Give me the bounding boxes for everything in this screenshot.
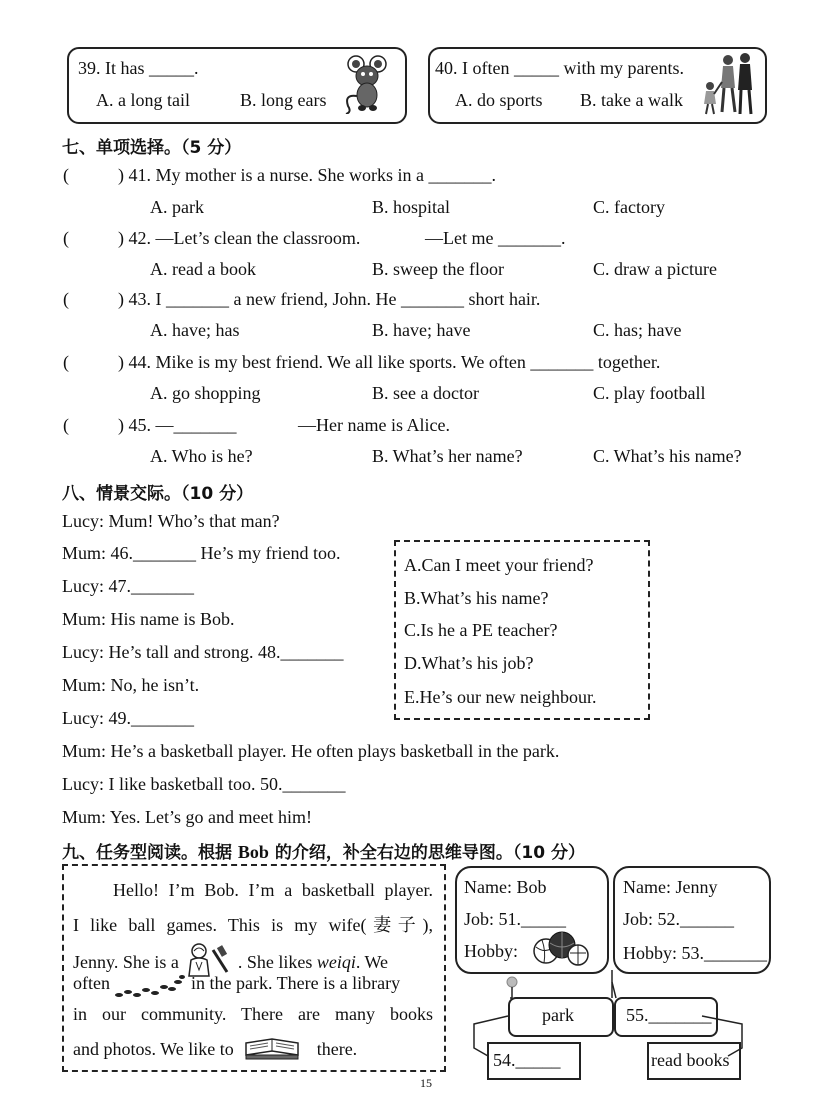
section9-title-b: 的介绍，补全右边的思维导图。（10 分） xyxy=(268,843,585,863)
q42-option-b: B. sweep the floor xyxy=(372,259,504,279)
q42-option-a: A. read a book xyxy=(150,259,256,279)
dialogue-line: Lucy: 49._______ xyxy=(62,708,194,728)
dialogue-line: Mum: He’s a basketball player. He often plays basketball in the park. xyxy=(62,741,560,761)
dialogue-line: Lucy: I like basketball too. 50._______ xyxy=(62,774,346,794)
q41-question: ) 41. My mother is a nurse. She works in a _______. xyxy=(118,165,496,185)
passage-6a: and photos. We like to xyxy=(73,1039,234,1059)
dialogue-line: Mum: 46._______ He’s my friend too. xyxy=(62,543,341,563)
passage-line-2: I like ball games. This is my wife(妻子), xyxy=(73,915,433,935)
answer-paren: ( xyxy=(63,352,69,372)
answer-paren: ( xyxy=(63,165,69,185)
q39-question: 39. It has _____. xyxy=(78,58,199,78)
passage-4a: often xyxy=(73,973,110,993)
q40-option-b: B. take a walk xyxy=(580,90,683,110)
jenny-hobby: Hobby: 53._______ xyxy=(623,943,767,963)
dialogue-line: Lucy: 47._______ xyxy=(62,576,194,596)
books-icon xyxy=(242,1035,302,1063)
q45-option-b: B. What’s her name? xyxy=(372,446,523,466)
mouse-illustration xyxy=(342,52,392,114)
q39-option-a: A. a long tail xyxy=(96,90,190,110)
read-books-label: read books xyxy=(651,1050,730,1070)
answer-paren: ( xyxy=(63,228,69,248)
q41-option-a: A. park xyxy=(150,197,204,217)
option-item: B.What’s his name? xyxy=(404,588,549,608)
q43-option-a: A. have; has xyxy=(150,320,240,340)
option-item: A.Can I meet your friend? xyxy=(404,555,594,575)
section9-title-bob: Bob xyxy=(237,842,269,862)
dialogue-line: Mum: No, he isn’t. xyxy=(62,675,200,695)
q45-option-a: A. Who is he? xyxy=(150,446,253,466)
option-item: D.What’s his job? xyxy=(404,653,534,673)
dialogue-line: Lucy: He’s tall and strong. 48._______ xyxy=(62,642,344,662)
q40-option-a: A. do sports xyxy=(455,90,543,110)
passage-line-5: in our community. There are many books xyxy=(73,1004,433,1024)
q44-option-c: C. play football xyxy=(593,383,706,403)
dialogue-line: Mum: His name is Bob. xyxy=(62,609,235,629)
q45-option-c: C. What’s his name? xyxy=(593,446,742,466)
q39-option-b: B. long ears xyxy=(240,90,327,110)
option-item: E.He’s our new neighbour. xyxy=(404,687,597,707)
section9-title-a: 九、任务型阅读。根据 xyxy=(62,843,238,863)
q41-option-b: B. hospital xyxy=(372,197,451,217)
q43-option-b: B. have; have xyxy=(372,320,471,340)
q43-option-c: C. has; have xyxy=(593,320,682,340)
page-number: 15 xyxy=(420,1076,432,1090)
section8-title: 八、情景交际。（10 分） xyxy=(62,484,254,504)
q42-response: —Let me _______. xyxy=(425,228,566,248)
jenny-job: Job: 52.______ xyxy=(623,909,735,929)
passage-6b: there. xyxy=(316,1039,358,1059)
answer-paren: ( xyxy=(63,415,69,435)
option-item: C.Is he a PE teacher? xyxy=(404,620,558,640)
passage-line-6 xyxy=(73,1035,357,1063)
q42-option-c: C. draw a picture xyxy=(593,259,717,279)
blank-55: 55._______ xyxy=(626,1005,712,1025)
family-walk-illustration xyxy=(700,52,760,116)
dialogue-line: Lucy: Mum! Who’s that man? xyxy=(62,511,280,531)
passage-line-1: Hello! I’m Bob. I’m a basketball player. xyxy=(113,880,433,900)
answer-paren: ( xyxy=(63,289,69,309)
q43-question: ) 43. I _______ a new friend, John. He _______ short hair. xyxy=(118,289,541,309)
passage-3d: . We xyxy=(355,952,389,972)
bob-job: Job: 51._____ xyxy=(464,909,567,929)
passage-3b: . She likes xyxy=(237,952,317,972)
q41-option-c: C. factory xyxy=(593,197,665,217)
q44-option-a: A. go shopping xyxy=(150,383,261,403)
blank-54: 54._____ xyxy=(493,1050,561,1070)
footprints-icon xyxy=(114,973,186,999)
section9-title xyxy=(62,838,585,863)
section7-title: 七、单项选择。（5 分） xyxy=(62,138,242,158)
dialogue-line: Mum: Yes. Let’s go and meet him! xyxy=(62,807,312,827)
q45-question: ) 45. —_______ xyxy=(118,415,237,435)
passage-line-4 xyxy=(73,973,400,999)
passage-3c: weiqi xyxy=(316,952,356,972)
q44-option-b: B. see a doctor xyxy=(372,383,479,403)
park-label: park xyxy=(542,1005,574,1025)
passage-4b: in the park. There is a library xyxy=(190,973,401,993)
passage-3a: Jenny. She is a xyxy=(73,952,179,972)
bob-name: Name: Bob xyxy=(464,877,547,897)
jenny-name: Name: Jenny xyxy=(623,877,718,897)
q40-question: 40. I often _____ with my parents. xyxy=(435,58,684,78)
q42-question: ) 42. —Let’s clean the classroom. xyxy=(118,228,361,248)
bob-hobby: Hobby: xyxy=(464,941,518,961)
q45-response: —Her name is Alice. xyxy=(298,415,450,435)
q44-question: ) 44. Mike is my best friend. We all like sports. We often _______ together. xyxy=(118,352,661,372)
